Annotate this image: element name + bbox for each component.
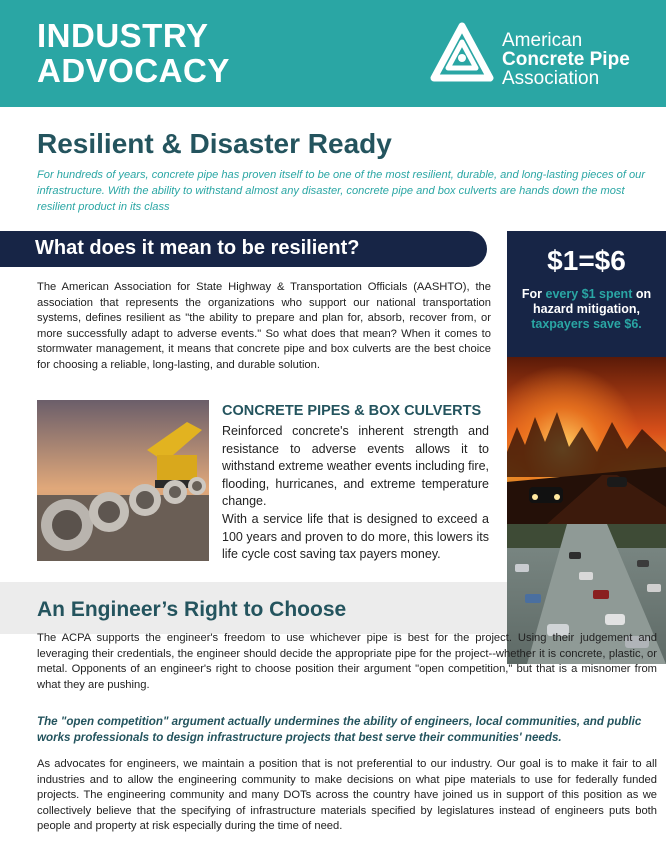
header-title <box>37 18 230 88</box>
logo-line1: American <box>502 30 583 51</box>
acpa-logo[interactable] <box>430 22 660 89</box>
engineer-paragraph-1: The ACPA supports the engineer's freedom to use whichever pipe is best for the project. Using their judgement and leveraging their credentials, the engineer should decide the appropriate pipe for the project--whether it is concrete, plastic, or metal. Opponents of an engineer's right to choose position their argument "open competition," but that is a misnomer from what they are pushing. <box>37 632 657 691</box>
logo-line3: Association <box>502 68 600 89</box>
resilient-banner <box>0 231 487 267</box>
stat-desc-part1: For <box>521 287 546 301</box>
logo-text <box>502 31 630 88</box>
logo-line2: Concrete Pipe <box>502 49 630 70</box>
stat-desc-highlight1: every $1 spent <box>545 287 633 301</box>
engineer-heading: An Engineer’s Right to Choose <box>37 598 347 621</box>
intro-paragraph: For hundreds of years, concrete pipe has proven itself to be one of the most resilient, durable, and long-lasting pieces of our infrastructure. With the ability to withstand almost any disaster, concrete pipe and box culverts are hands down the most resilient product in its class <box>37 169 646 213</box>
stat-value: $1=$6 <box>547 245 626 276</box>
header-title-line2: ADVOCACY <box>37 52 230 89</box>
stat-desc-part2: on hazard mitigation, <box>533 287 652 316</box>
stat-sidebar <box>507 231 666 357</box>
pipes-heading: CONCRETE PIPES & BOX CULVERTS <box>222 403 482 419</box>
concrete-pipes-photo <box>37 400 209 561</box>
page-title: Resilient & Disaster Ready <box>37 128 392 159</box>
stat-desc-highlight2: taxpayers save $6. <box>531 317 642 331</box>
engineer-quote: The "open competition" argument actually undermines the ability of engineers, local communities, and public works professionals to design infrastructure projects that best serve their communities' needs. <box>37 715 642 744</box>
header-band <box>0 0 666 107</box>
resilient-heading: What does it mean to be resilient? <box>35 237 360 259</box>
pipes-paragraph-1: Reinforced concrete's inherent strength and resistance to adverse events allows it to withstand extreme weather events including fire, flooding, hurricanes, and extreme temperature change. <box>222 424 489 508</box>
stat-description <box>507 287 666 332</box>
resilient-definition-paragraph: The American Association for State Highway & Transportation Officials (AASHTO), the association that represents the organizations who support our national transportation systems, defines resilient as "the ability to prepare and plan for, absorb, recover from, or more successfully adapt to adverse events." So what does that mean? When it comes to stormwater management, it means that concrete pipe and box culverts are the best choice for choosing a reliable, long-lasting, and durable solution. <box>37 281 491 371</box>
pipes-paragraph-2: With a service life that is designed to exceed a 100 years and proven to do more, this lowers its life cycle cost saving tax payers money. <box>222 512 489 561</box>
acpa-triangle-logo-icon <box>430 22 494 84</box>
engineer-paragraph-2: As advocates for engineers, we maintain a position that is not preferential to our industry. Our goal is to make it fair to all industries and to allow the engineering community to make decisions on what pipe materials to use for federally funded projects. The engineering community and many DOTs across the country have joined us in support of this position as we collectively believe that the specifying of infrastructure materials specified by legislatures instead of engineers puts both people and property at risk especially during the time of need. <box>37 758 657 832</box>
wildfire-photo <box>507 357 666 524</box>
header-title-line1: INDUSTRY <box>37 17 209 54</box>
